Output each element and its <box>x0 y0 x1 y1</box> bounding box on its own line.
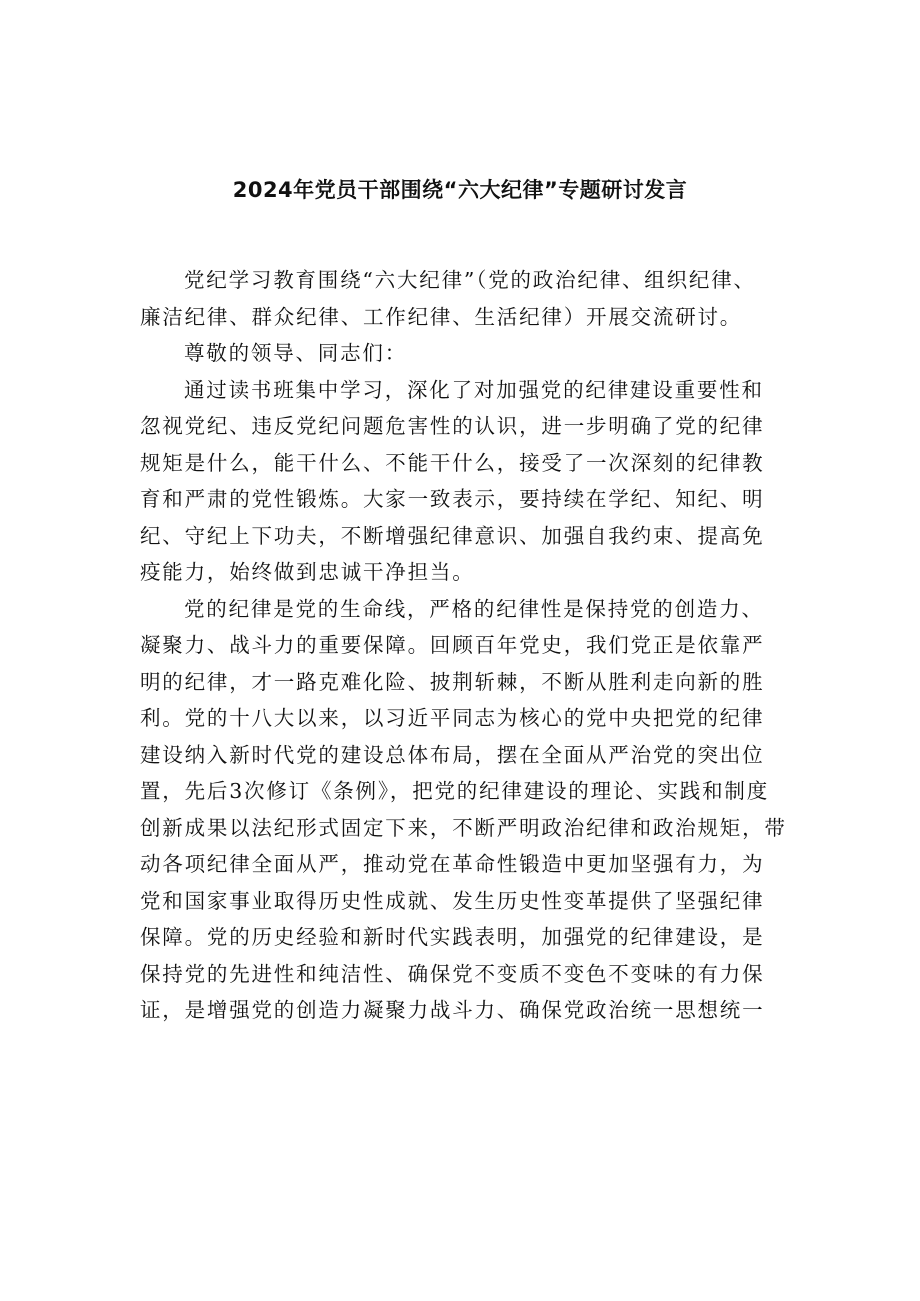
text-line: 创新成果以法纪形式固定下来，不断严明政治纪律和政治规矩，带 <box>140 815 787 840</box>
text-line: 规矩是什么，能干什么、不能干什么，接受了一次深刻的纪律教 <box>140 450 765 475</box>
text-line: 党和国家事业取得历史性成就、发生历史性变革提供了坚强纪律 <box>140 888 765 913</box>
text-line: 建设纳入新时代党的建设总体布局，摆在全面从严治党的突出位 <box>140 742 765 767</box>
text-line: 廉洁纪律、群众纪律、工作纪律、生活纪律）开展交流研讨。 <box>140 304 743 329</box>
text-line: 凝聚力、战斗力的重要保障。回顾百年党史，我们党正是依靠严 <box>140 633 765 657</box>
body-paragraph <box>140 591 792 1029</box>
document-body <box>140 262 792 1029</box>
document-title: 2024年党员干部围绕“六大纪律”专题研讨发言 <box>232 178 688 202</box>
text-line: 动各项纪律全面从严，推动党在革命性锻造中更加坚强有力，为 <box>140 852 765 876</box>
text-line: 忽视党纪、违反党纪问题危害性的认识，进一步明确了党的纪律 <box>140 414 765 438</box>
text-line: 置，先后3次修订《条例》，把党的纪律建设的理论、实践和制度 <box>140 779 769 803</box>
text-line: 育和严肃的党性锻炼。大家一致表示，要持续在学纪、知纪、明 <box>140 487 765 511</box>
text-line: 纪、守纪上下功夫，不断增强纪律意识、加强自我约束、提高免 <box>140 523 765 548</box>
text-line: 利。党的十八大以来，以习近平同志为核心的党中央把党的纪律 <box>140 706 765 730</box>
text-line: 明的纪律，才一路克难化险、披荆斩棘，不断从胜利走向新的胜 <box>140 669 765 694</box>
intro-paragraph <box>140 262 792 335</box>
salutation-paragraph <box>140 335 792 372</box>
text-line: 通过读书班集中学习，深化了对加强党的纪律建设重要性和 <box>184 377 764 402</box>
text-line: 疫能力，始终做到忠诚干净担当。 <box>140 560 475 584</box>
text-line: 尊敬的领导、同志们： <box>184 341 407 365</box>
text-line: 证，是增强党的创造力凝聚力战斗力、确保党政治统一思想统一 <box>140 998 765 1022</box>
body-paragraph <box>140 372 792 591</box>
text-line: 保持党的先进性和纯洁性、确保党不变质不变色不变味的有力保 <box>140 961 765 986</box>
text-line: 保障。党的历史经验和新时代实践表明，加强党的纪律建设，是 <box>140 925 765 949</box>
text-line: 党的纪律是党的生命线，严格的纪律性是保持党的创造力、 <box>184 596 764 621</box>
text-line: 党纪学习教育围绕“六大纪律”（党的政治纪律、组织纪律、 <box>184 268 756 292</box>
